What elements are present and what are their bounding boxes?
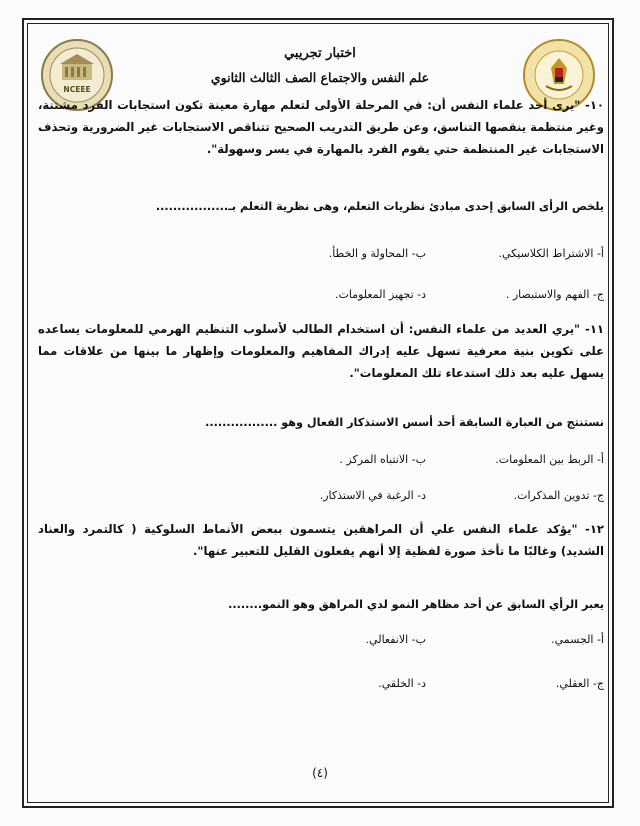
question-11-option-a[interactable]: أ- الربط بين المعلومات.	[495, 453, 604, 466]
exam-subtitle: علم النفس والاجتماع الصف الثالث الثانوي	[210, 70, 430, 85]
question-10-stem: يلخص الرأى السابق إحدى مبادئ نظريات التعلم، وهى نظرية التعلم بـ.................	[155, 200, 604, 213]
question-12-stem: يعبر الرأي السابق عن أحد مظاهر النمو لدي المراهق وهو النمو........	[228, 598, 604, 611]
question-12-text: ١٢- "يؤكد علماء النفس علي أن المراهقين يتسمون ببعض الأنماط السلوكية ( كالتمرد والعناد الشديد) وغالبًا ما تأخذ صورة لفظية إلا أنهم يفعلون القليل للتعبير عنها".	[38, 522, 604, 558]
question-11-option-c[interactable]: ج- تدوين المذكرات.	[513, 489, 604, 502]
question-11-option-d[interactable]: د- الرغبة في الاستذكار.	[319, 489, 426, 502]
question-10-option-b[interactable]: ب- المحاولة و الخطأ.	[328, 247, 426, 260]
question-12-option-c[interactable]: ج- العقلي.	[555, 677, 604, 690]
question-12-option-a[interactable]: أ- الجسمي.	[551, 633, 604, 646]
question-12-option-b[interactable]: ب- الانفعالي.	[365, 633, 426, 646]
exam-title: اختبار تجريبي	[284, 46, 356, 61]
question-10-option-d[interactable]: د- تجهيز المعلومات.	[335, 288, 426, 301]
question-10-text: ١٠- "يرى أحد علماء النفس أن: في المرحلة الأولى لتعلم مهارة معينة تكون استجابات الفرد مشتتة، وغير منتظمة ينقصها التناسق، وعن طريق التدريب الصحيح تتناقص الاستجابات غير الضرورية وتحذف الاستجابات غير المنتظمة حتي يقوم الفرد بالمهارة في يسر وسهولة".	[38, 98, 604, 156]
question-10-option-c[interactable]: ج- الفهم والاستبصار .	[505, 288, 604, 301]
question-11-stem: نستنتج من العبارة السابقة أحد أسس الاستذكار الفعال وهو .................	[205, 416, 604, 429]
question-11-option-b[interactable]: ب- الانتباه المركز .	[339, 453, 426, 466]
page-number: (٤)	[312, 766, 328, 780]
question-11-text: ١١- "يري العديد من علماء النفس: أن استخدام الطالب لأسلوب التنظيم الهرمي للمعلومات يساعده على تكوين بنية معرفية تسهل عليه إدراك المفاهيم والمعلومات وإظهار ما بينها من علاقات مما يسهل عليه بعد ذلك استدعاء تلك المعلومات".	[38, 322, 604, 380]
question-12-option-d[interactable]: د- الخلقي.	[378, 677, 426, 690]
svg-text:NCEEE: NCEEE	[63, 85, 91, 94]
question-10-option-a[interactable]: أ- الاشتراط الكلاسيكي.	[498, 247, 604, 260]
